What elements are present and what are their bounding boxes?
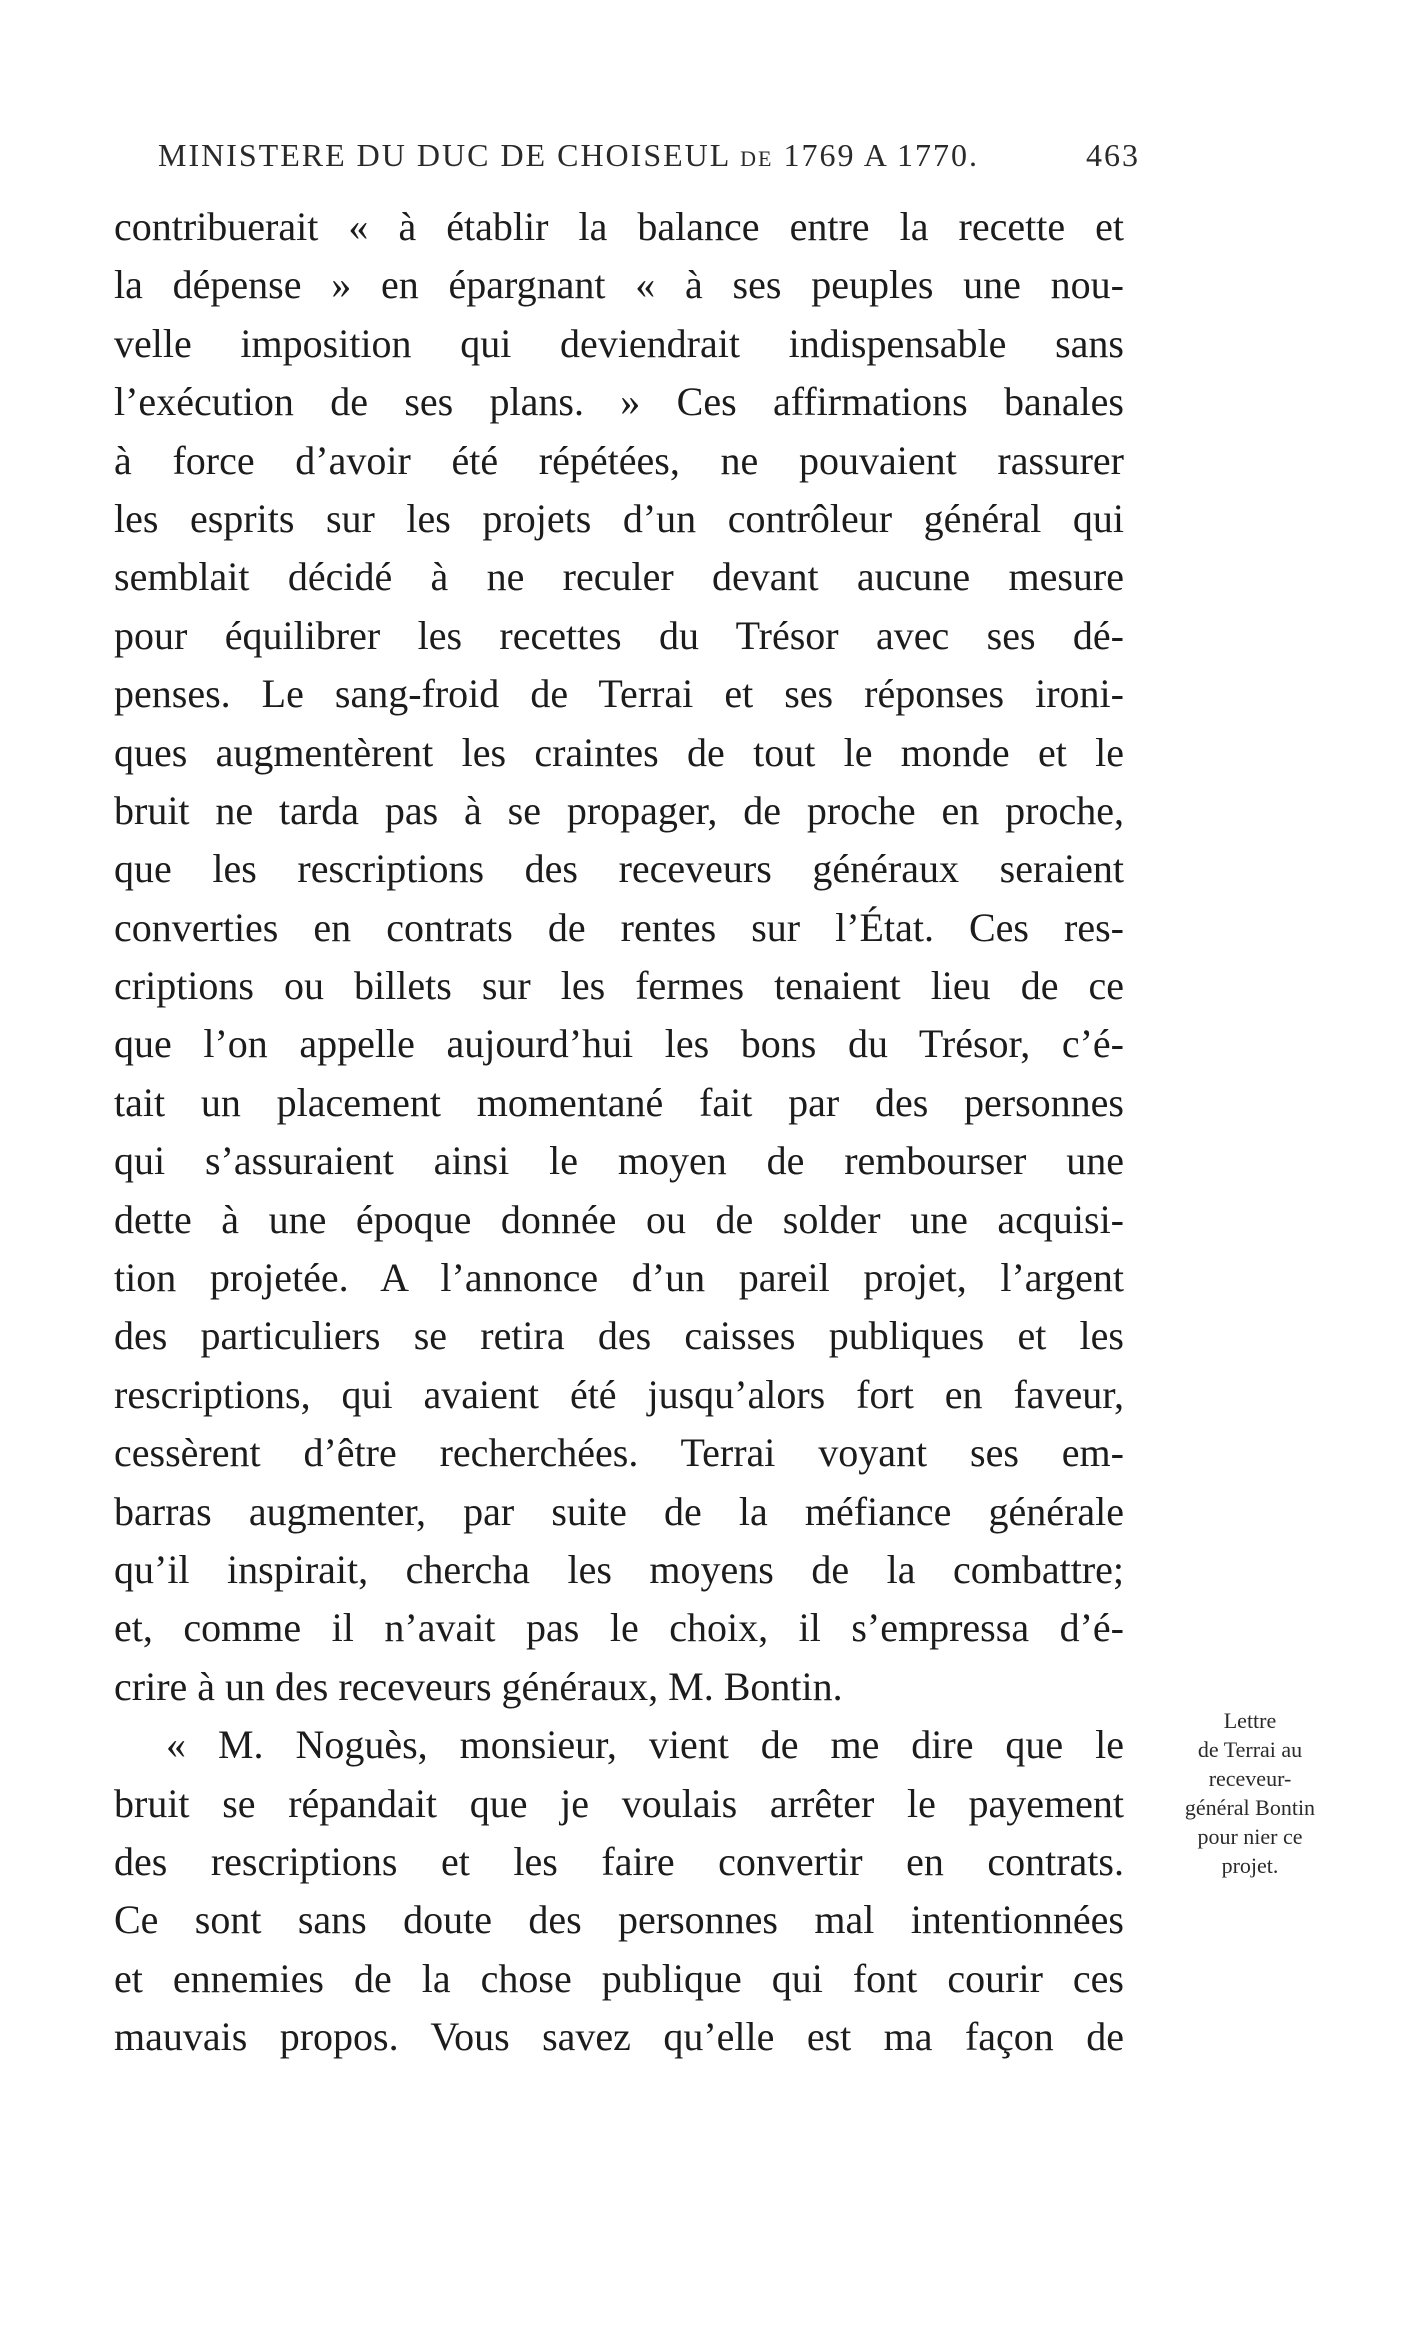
text-line: crire à un des receveurs généraux, M. Bontin. [114,1663,843,1709]
text-line: tait un placement momentané fait par des personnes [114,1079,1124,1125]
margin-note-line: Lettre [1223,1708,1277,1733]
margin-note-line: de Terrai au [1197,1737,1303,1762]
page-number: 463 [1086,137,1140,173]
text-line: à force d’avoir été répétées, ne pouvaient rassurer [114,437,1124,483]
text-line: penses. Le sang-froid de Terrai et ses réponses ironi- [114,671,1124,717]
text-line: et ennemies de la chose publique qui font courir ces [114,1955,1124,2001]
text-line: contribuerait « à établir la balance entre la recette et [114,204,1124,249]
text-line: « M. Noguès, monsieur, vient de me dire que le [166,1722,1124,1768]
text-line: mauvais propos. Vous savez qu’elle est ma façon de [114,2014,1124,2060]
running-head-title-text: MINISTERE DU DUC DE CHOISEUL [158,137,731,173]
text-line: des particuliers se retira des caisses publiques et les [114,1313,1124,1359]
body-text [114,198,1124,2067]
text-line: rescriptions, qui avaient été jusqu’alors fort en faveur, [114,1371,1124,1417]
text-line: pour équilibrer les recettes du Trésor avec ses dé- [114,612,1124,658]
running-head [158,137,1140,177]
margin-note [1130,1706,1370,1880]
text-line: cessèrent d’être recherchées. Terrai voyant ses em- [114,1430,1124,1476]
text-line: et, comme il n’avait pas le choix, il s’empressa d’é- [114,1605,1124,1651]
text-line: la dépense » en épargnant « à ses peuples une nou- [114,262,1124,308]
text-line: criptions ou billets sur les fermes tenaient lieu de ce [114,963,1124,1009]
text-line: bruit se répandait que je voulais arrêter le payement [114,1780,1124,1826]
text-line: Ce sont sans doute des personnes mal intentionnées [114,1897,1124,1943]
text-line: tion projetée. A l’annonce d’un pareil projet, l’argent [114,1255,1124,1301]
text-line: velle imposition qui deviendrait indispensable sans [114,320,1124,366]
margin-note-line: pour nier ce [1197,1824,1303,1849]
text-line: semblait décidé à ne reculer devant aucune mesure [114,554,1124,600]
running-head-title [158,137,979,174]
text-line: bruit ne tarda pas à se propager, de proche en proche, [114,787,1124,833]
text-line: que les rescriptions des receveurs généraux seraient [114,846,1124,892]
text-line: que l’on appelle aujourd’hui les bons du Trésor, c’é- [114,1021,1124,1067]
text-line: qui s’assuraient ainsi le moyen de rembourser une [114,1138,1124,1184]
margin-note-line: receveur- [1208,1766,1292,1791]
text-line: les esprits sur les projets d’un contrôleur général qui [114,495,1124,541]
text-line: l’exécution de ses plans. » Ces affirmations banales [114,379,1124,425]
running-head-dates: 1769 A 1770. [783,137,980,173]
text-line: qu’il inspirait, chercha les moyens de la combattre; [114,1546,1124,1592]
margin-note-line: projet. [1221,1853,1279,1878]
text-line: des rescriptions et les faire convertir en contrats. [114,1838,1124,1884]
margin-note-line: général Bontin [1184,1795,1316,1820]
text-line: ques augmentèrent les craintes de tout le monde et le [114,729,1124,775]
text-line: converties en contrats de rentes sur l’État. Ces res- [114,904,1124,950]
running-head-de: DE [740,146,774,171]
text-line: barras augmenter, par suite de la méfiance générale [114,1488,1124,1534]
text-line: dette à une époque donnée ou de solder une acquisi- [114,1196,1124,1242]
